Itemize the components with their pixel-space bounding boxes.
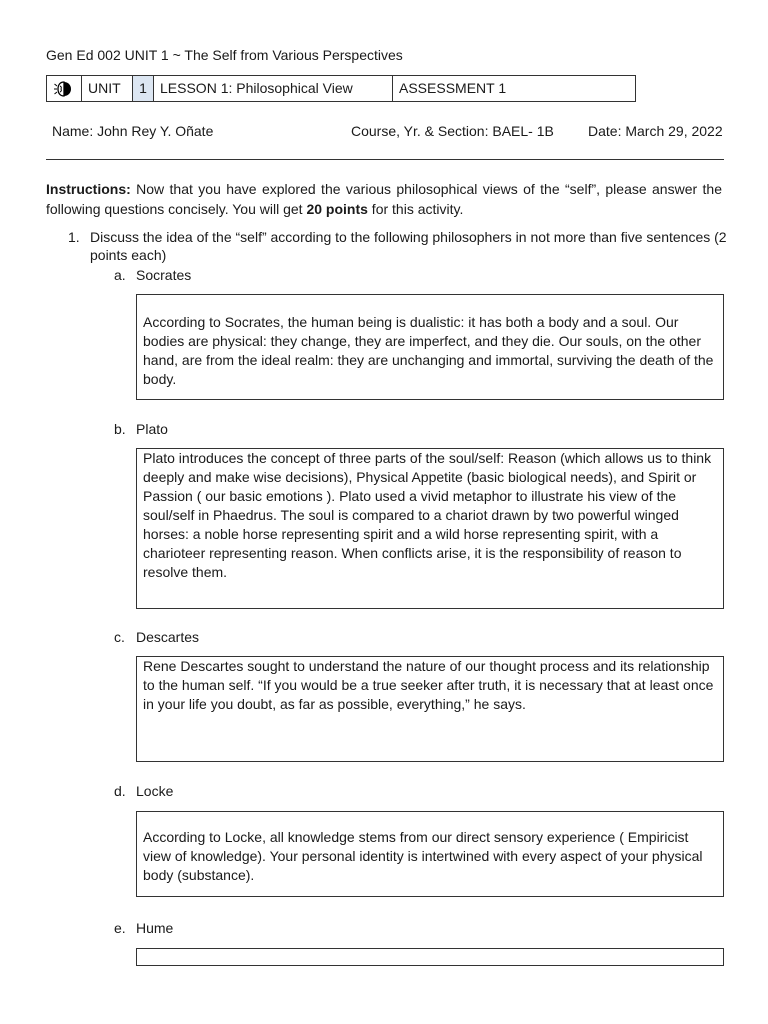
item-letter: e. xyxy=(114,920,126,936)
instructions-paragraph xyxy=(46,179,722,219)
student-name: Name: John Rey Y. Oñate xyxy=(52,123,214,139)
answer-text: Rene Descartes sought to understand the nature of our thought process and its relationship to the human self. “If you would be a true seeker after truth, it is necessary that at least once in your life you doubt, as far as possible, everything,” he says. xyxy=(143,658,714,712)
student-course: Course, Yr. & Section: BAEL- 1B xyxy=(351,123,554,139)
brain-icon xyxy=(53,80,75,98)
header-divider xyxy=(46,159,724,160)
answer-box-hume[interactable] xyxy=(136,948,724,966)
unit-number: 1 xyxy=(133,76,154,102)
philosopher-label-hume xyxy=(114,919,173,937)
philosopher-name: Descartes xyxy=(136,629,200,645)
icon-cell xyxy=(47,76,82,102)
philosopher-label-plato xyxy=(114,420,168,438)
answer-text: According to Socrates, the human being is dualistic: it has both a body and a soul. Our bodies are physical: they change, they are imperfect, and they die. Our souls, on the other hand, are from the ideal realm: they are unchanging and immortal, surviving the death of the body. xyxy=(143,314,714,387)
question-text: Discuss the idea of the “self” according to the following philosophers in not more than five sentences (2 points each) xyxy=(90,229,727,263)
unit-header-table xyxy=(46,75,636,102)
instructions-text-1: Now that you have explored the various philosophical views of the “self”, please answer the following questions concisely. You will get xyxy=(46,181,722,217)
item-letter: a. xyxy=(114,267,126,283)
answer-box-plato[interactable] xyxy=(136,448,724,609)
answer-text: According to Locke, all knowledge stems from our direct sensory experience ( Empiricist view of knowledge). Your personal identity is intertwined with every aspect of your physical body (substance). xyxy=(143,829,703,883)
item-letter: b. xyxy=(114,421,126,437)
philosopher-name: Plato xyxy=(136,421,168,437)
unit-label: UNIT xyxy=(82,76,133,102)
answer-box-socrates[interactable] xyxy=(136,294,724,400)
assessment-title: ASSESSMENT 1 xyxy=(393,76,636,102)
answer-box-descartes[interactable] xyxy=(136,656,724,762)
question-number: 1. xyxy=(68,229,80,245)
philosopher-name: Socrates xyxy=(136,267,192,283)
philosopher-label-socrates xyxy=(114,266,191,284)
instructions-label: Instructions: xyxy=(46,181,131,197)
submission-date: Date: March 29, 2022 xyxy=(588,123,723,139)
document-title: Gen Ed 002 UNIT 1 ~ The Self from Various Perspectives xyxy=(46,47,403,63)
answer-text: Plato introduces the concept of three parts of the soul/self: Reason (which allows us to think deeply and make wise decisions), Physical Appetite (basic biological needs), and Spirit or Passion ( our basic emotions ). Plato used a vivid metaphor to illustrate his view of the soul/self in Phaedrus. The soul is compared to a chariot drawn by two powerful winged horses: a noble horse representing spirit and a wild horse representing spirit, with a charioteer representing reason. When conflicts arise, it is the responsibility of reason to resolve them. xyxy=(143,450,712,580)
philosopher-name: Hume xyxy=(136,920,174,936)
philosopher-label-locke xyxy=(114,782,173,800)
item-letter: d. xyxy=(114,783,126,799)
instructions-points: 20 points xyxy=(306,201,368,217)
philosopher-label-descartes xyxy=(114,628,199,646)
answer-box-locke[interactable] xyxy=(136,811,724,897)
instructions-text-2: for this activity. xyxy=(367,201,464,217)
student-info-row xyxy=(46,122,724,160)
item-letter: c. xyxy=(114,629,125,645)
philosopher-name: Locke xyxy=(136,783,174,799)
lesson-title: LESSON 1: Philosophical View xyxy=(154,76,393,102)
